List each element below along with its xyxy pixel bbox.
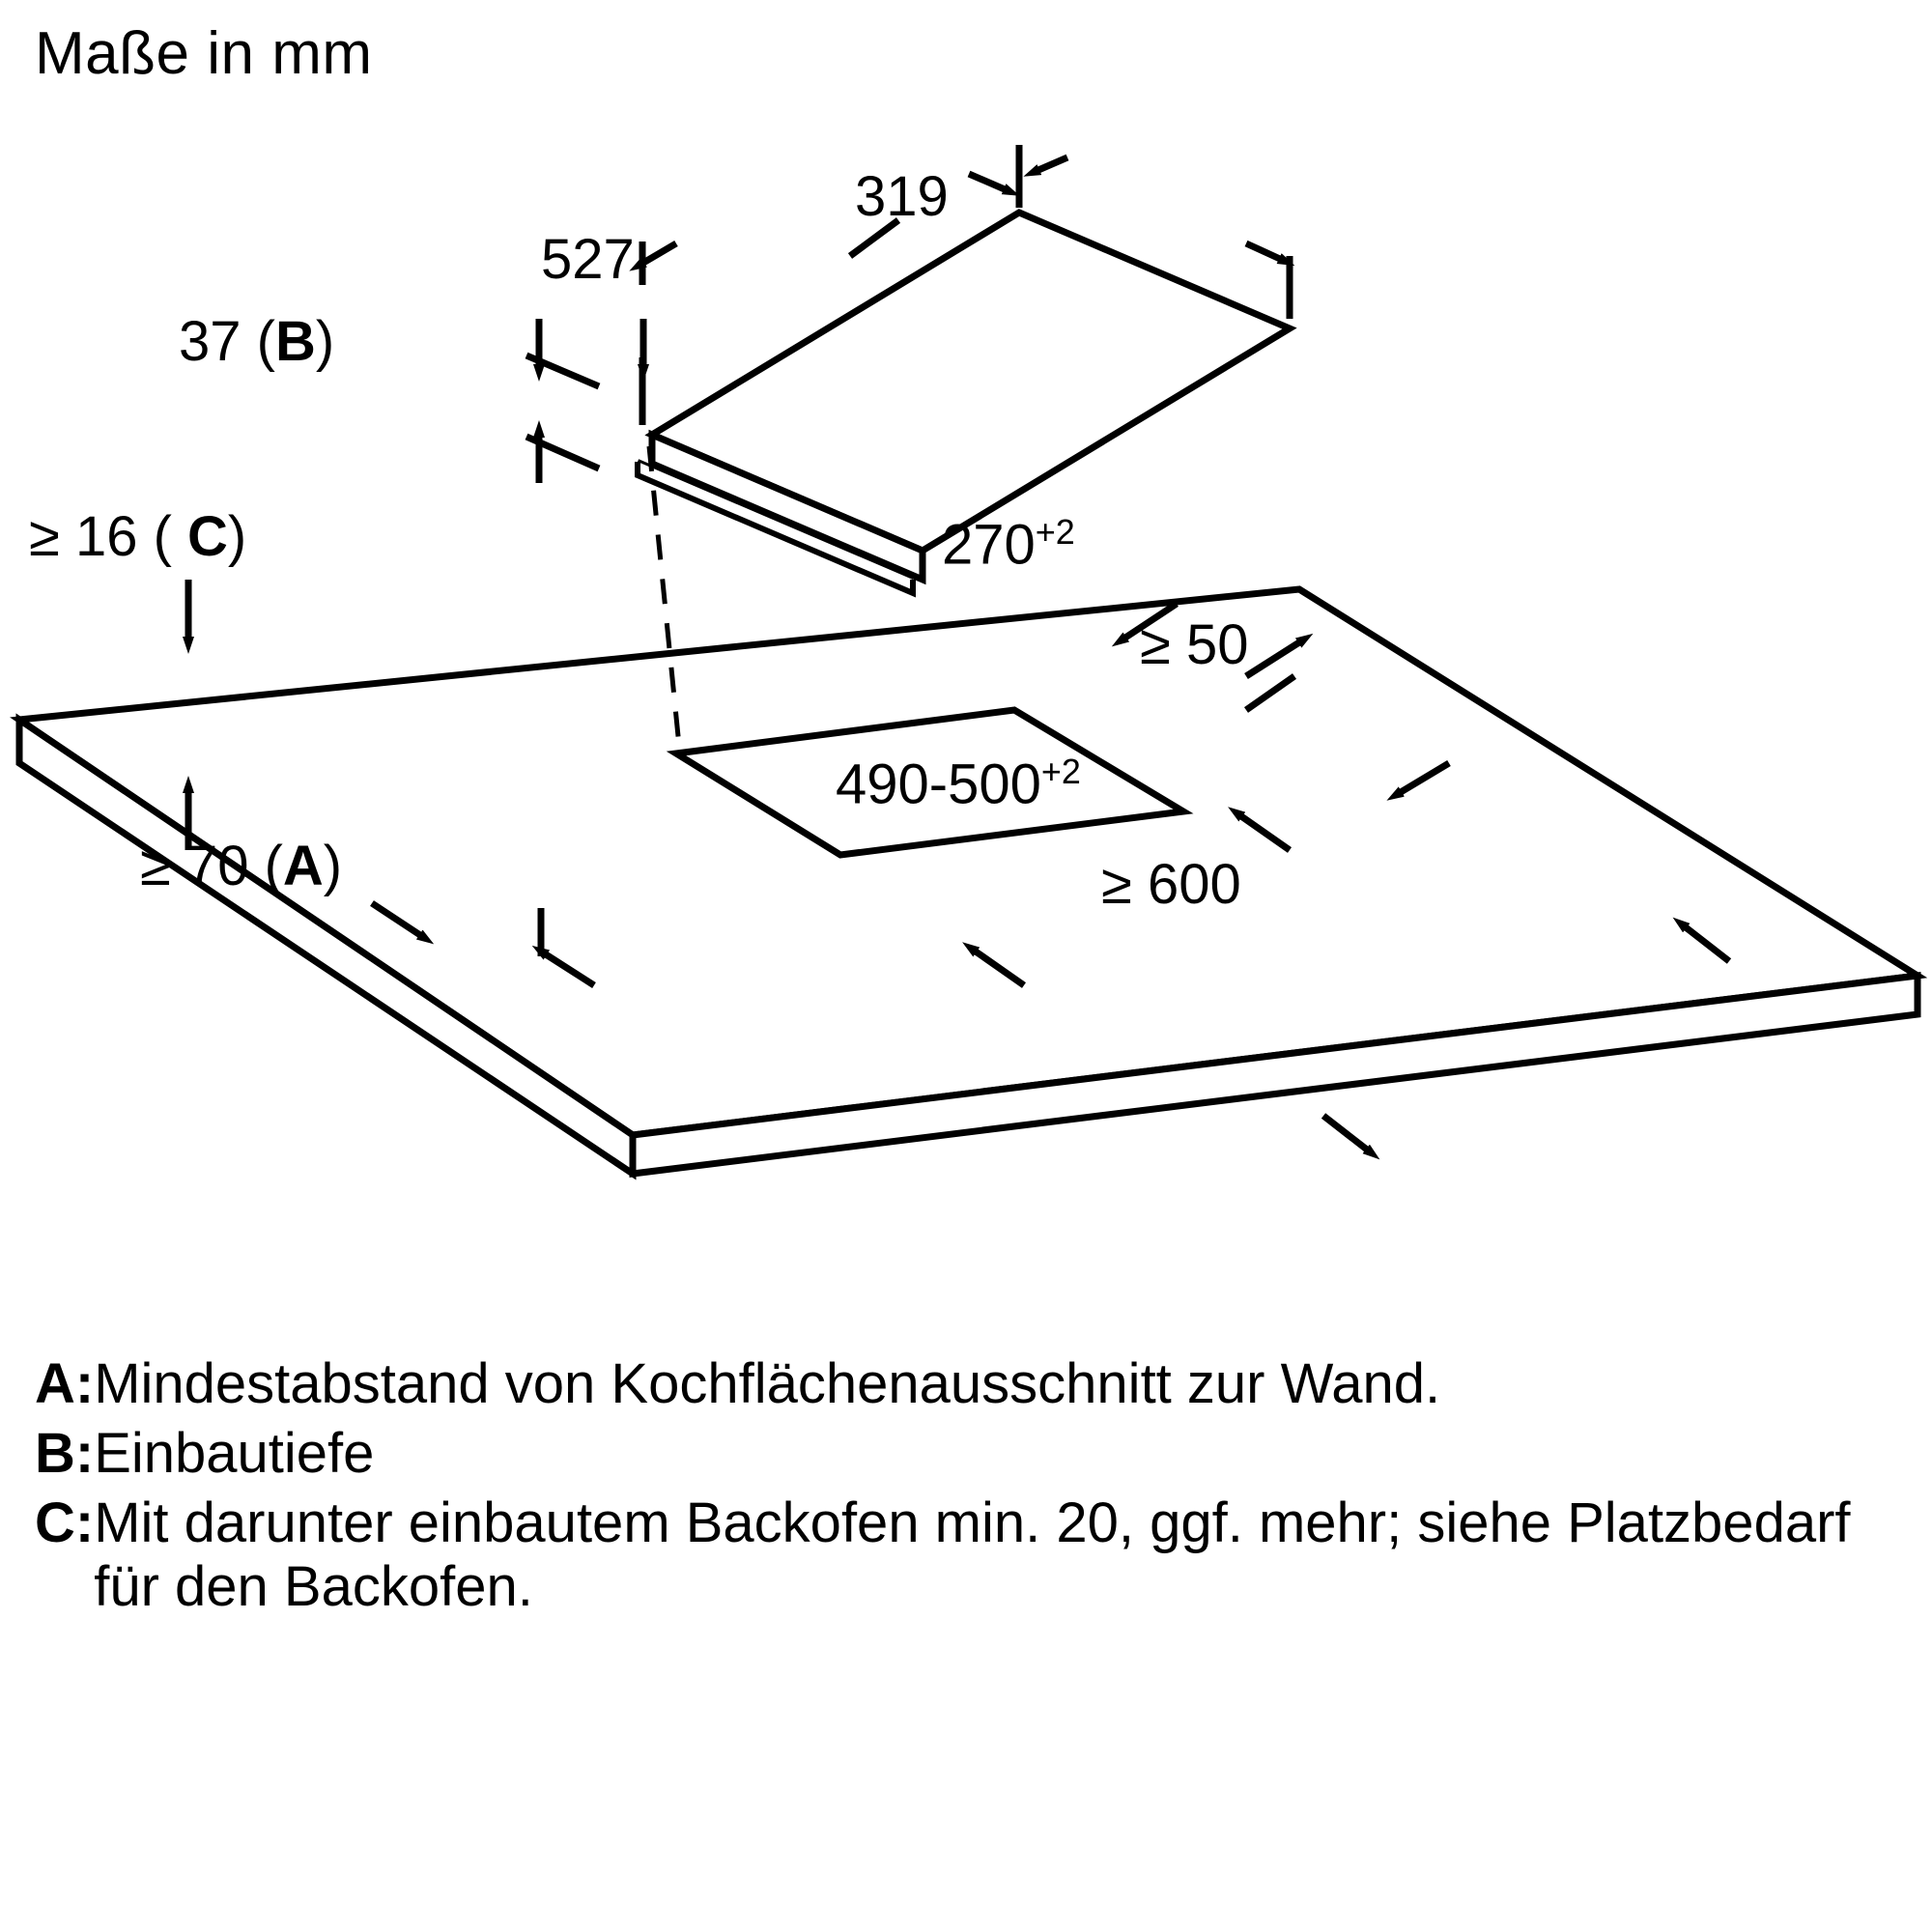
- dimension-label-worktop-depth: ≥ 600: [1101, 853, 1241, 916]
- legend-text-c: Mit darunter einbautem Backofen min. 20, ggf. mehr; siehe Platzbedarf für den Backofen.: [94, 1492, 1851, 1619]
- dimension-label-width-hob: 527: [541, 228, 635, 291]
- dimension-label-depth-hob: 319: [855, 165, 949, 228]
- legend-key-c: C:: [35, 1492, 95, 1555]
- legend-text-b: Einbautiefe: [94, 1422, 375, 1486]
- legend: [35, 1352, 1909, 1625]
- legend-text-a: Mindestabstand von Kochflächenausschnitt zur Wand.: [94, 1352, 1441, 1415]
- legend-item-c: [35, 1492, 1909, 1619]
- dimension-label-build-in-depth: [179, 309, 334, 374]
- legend-key-a: A:: [35, 1352, 95, 1415]
- dimension-label-wall-distance: ≥ 70 (A): [140, 835, 343, 897]
- dimension-label-side-clearance: ≥ 50: [1140, 613, 1249, 676]
- dimension-label-cutout-depth: $270^{+2}$: [942, 512, 1075, 577]
- dimension-label-cutout-width: $490-500^{+2}$: [836, 752, 1081, 816]
- build-in-depth-value: 37 (B): [179, 310, 335, 373]
- dimension-label-worktop-thickness: ≥ 16 ( C): [29, 505, 247, 568]
- legend-item-a: [35, 1352, 1909, 1416]
- page-title: Maße in mm: [35, 20, 373, 87]
- legend-key-b: B:: [35, 1422, 95, 1486]
- legend-item-b: [35, 1422, 1909, 1486]
